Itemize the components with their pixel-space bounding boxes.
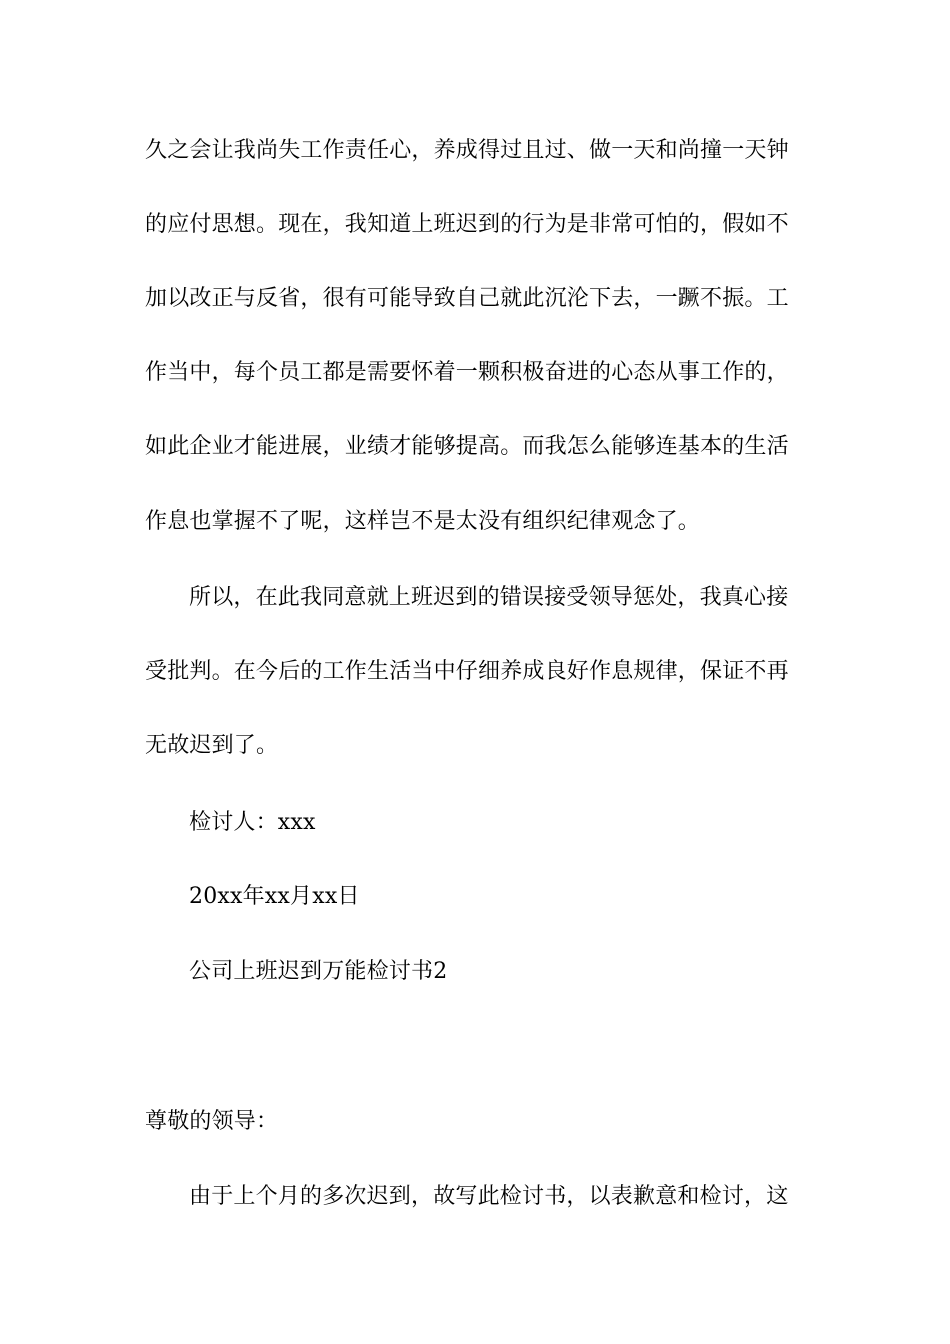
salutation: 尊敬的领导：: [145, 1109, 279, 1134]
paragraph-first-line: 由于上个月的多次迟到，故写此检讨书，以表歉意和检讨，这: [189, 1184, 789, 1209]
signature-name: 检讨人：xxx: [189, 810, 316, 835]
body-text-line: 的应付思想。现在，我知道上班迟到的行为是非常可怕的，假如不: [145, 212, 789, 237]
body-text-line: 如此企业才能进展，业绩才能够提高。而我怎么能够连基本的生活: [145, 434, 789, 459]
body-text-line: 无故迟到了。: [145, 733, 279, 758]
paragraph-first-line: 所以，在此我同意就上班迟到的错误接受领导惩处，我真心接: [189, 585, 789, 610]
section-title: 公司上班迟到万能检讨书2: [189, 959, 448, 984]
body-text-line: 受批判。在今后的工作生活当中仔细养成良好作息规律，保证不再: [145, 659, 789, 684]
body-text-line: 作当中，每个员工都是需要怀着一颗积极奋进的心态从事工作的，: [145, 360, 789, 385]
body-text-line: 加以改正与反省，很有可能导致自己就此沉沦下去，一蹶不振。工: [145, 286, 789, 311]
body-text-line: 作息也掌握不了呢，这样岂不是太没有组织纪律观念了。: [145, 509, 701, 534]
body-text-line: 久之会让我尚失工作责任心，养成得过且过、做一天和尚撞一天钟: [145, 138, 789, 163]
signature-date: 20xx年xx月xx日: [189, 884, 360, 909]
